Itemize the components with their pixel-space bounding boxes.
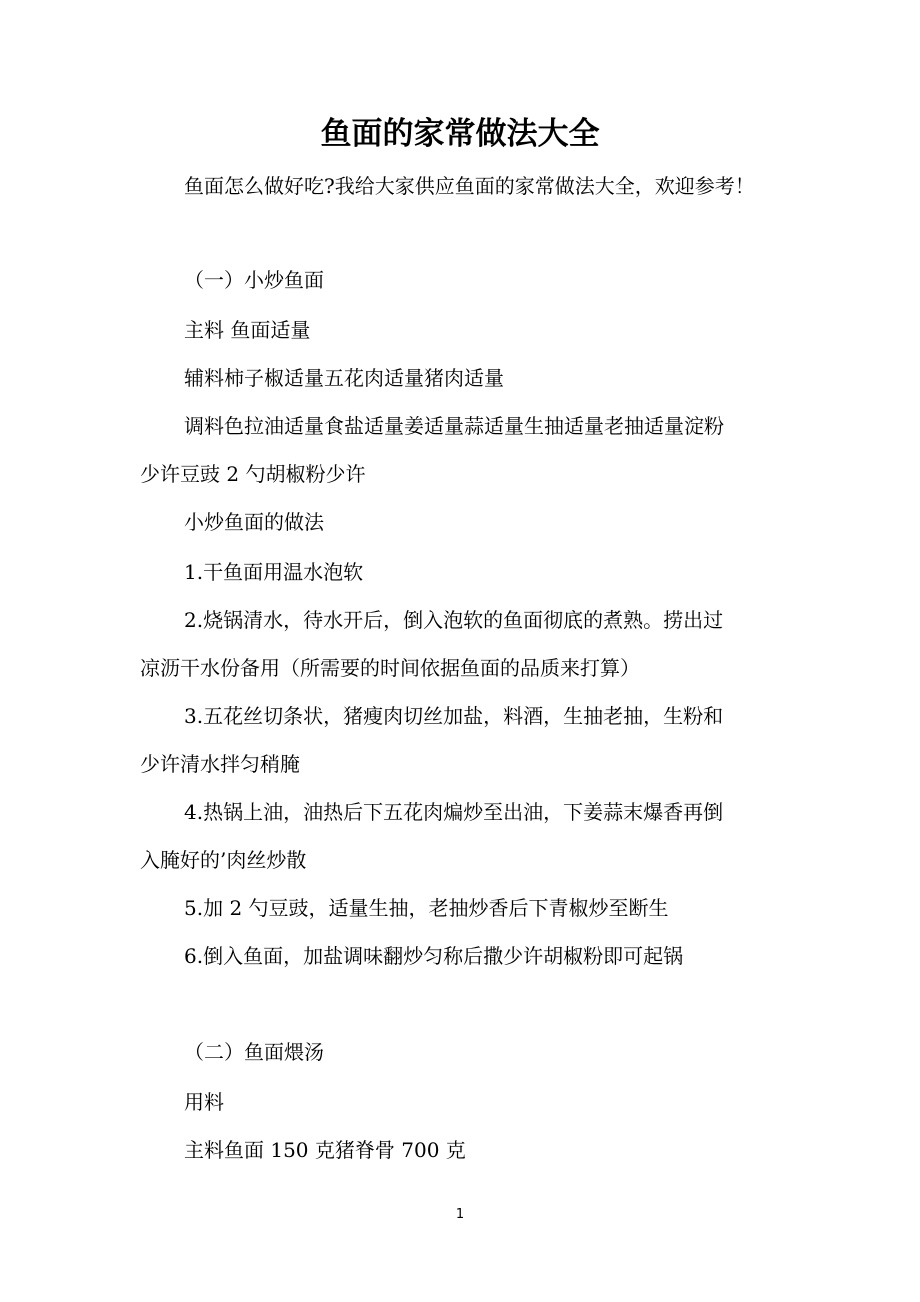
section1-step6: 6.倒入鱼面，加盐调味翻炒匀称后撒少许胡椒粉即可起锅 bbox=[184, 944, 684, 968]
section1-step2-line1: 2.烧锅清水，待水开后，倒入泡软的鱼面彻底的煮熟。捞出过 bbox=[184, 608, 724, 632]
section1-step3-line2: 少许清水拌匀稍腌 bbox=[140, 752, 300, 776]
document-title: 鱼面的家常做法大全 bbox=[320, 116, 600, 152]
section1-aux-ingredients: 辅料柿子椒适量五花肉适量猪肉适量 bbox=[184, 366, 504, 390]
intro-paragraph: 鱼面怎么做好吃?我给大家供应鱼面的家常做法大全，欢迎参考！ bbox=[184, 174, 755, 198]
section2-ingredients-label: 用料 bbox=[184, 1090, 224, 1114]
section1-step2-line2: 凉沥干水份备用（所需要的时间依据鱼面的品质来打算） bbox=[140, 656, 640, 680]
section2-heading: （二）鱼面煨汤 bbox=[184, 1040, 324, 1064]
section1-step4-line1: 4.热锅上油，油热后下五花肉煸炒至出油，下姜蒜末爆香再倒 bbox=[184, 800, 724, 824]
section1-seasoning-line1: 调料色拉油适量食盐适量姜适量蒜适量生抽适量老抽适量淀粉 bbox=[184, 414, 724, 438]
section1-step5: 5.加 2 勺豆豉，适量生抽，老抽炒香后下青椒炒至断生 bbox=[184, 896, 669, 920]
section1-main-ingredients: 主料 鱼面适量 bbox=[184, 318, 311, 342]
section1-step1: 1.干鱼面用温水泡软 bbox=[184, 560, 364, 584]
section2-main-ingredients: 主料鱼面 150 克猪脊骨 700 克 bbox=[184, 1138, 466, 1162]
section1-heading: （一）小炒鱼面 bbox=[184, 268, 324, 292]
section1-method-heading: 小炒鱼面的做法 bbox=[184, 510, 324, 534]
page-number: 1 bbox=[455, 1207, 465, 1222]
section1-step4-line2: 入腌好的’肉丝炒散 bbox=[140, 848, 307, 872]
section1-seasoning-line2: 少许豆豉 2 勺胡椒粉少许 bbox=[140, 462, 366, 486]
section1-step3-line1: 3.五花丝切条状，猪瘦肉切丝加盐，料酒，生抽老抽，生粉和 bbox=[184, 704, 724, 728]
